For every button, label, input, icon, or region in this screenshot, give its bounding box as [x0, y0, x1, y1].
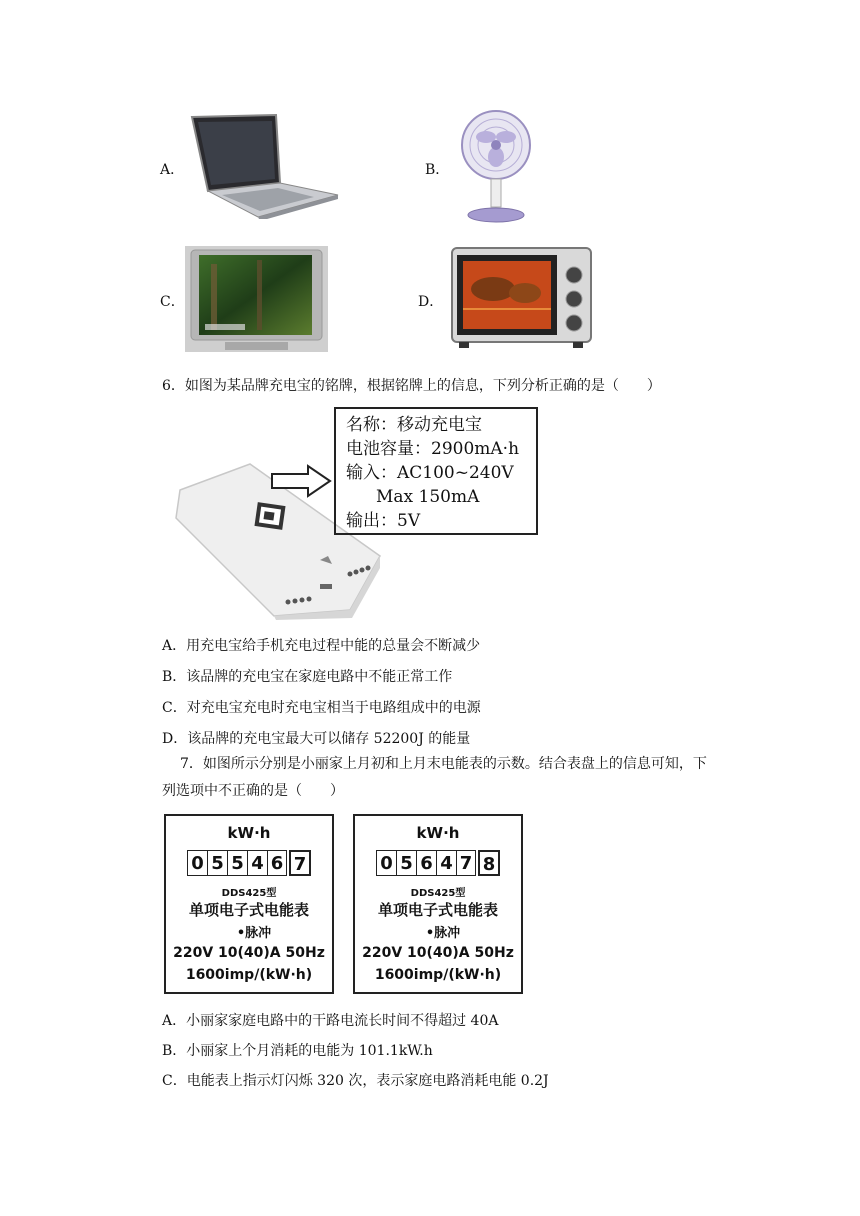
laptop-image: [188, 113, 340, 219]
meter-decimal-digit: 7: [289, 850, 311, 876]
nameplate-line-capacity: 电池容量：2900mA·h: [346, 439, 520, 459]
meter-digit: 0: [187, 850, 207, 876]
meter-imp-constant: 1600imp/(kW·h): [374, 967, 502, 983]
meter-digit: 5: [396, 850, 416, 876]
question-7-option-b: B．小丽家上个月消耗的电能为 101.1kW.h: [162, 1043, 433, 1059]
question-7-option-c: C．电能表上指示灯闪烁 320 次，表示家庭电路消耗电能 0.2J: [162, 1073, 549, 1089]
question-6-option-c: C．对充电宝充电时充电宝相当于电路组成中的电源: [162, 700, 481, 716]
meter-start-of-month: [164, 814, 334, 994]
nameplate: [334, 407, 538, 535]
question-7-option-a: A．小丽家家庭电路中的干路电流长时间不得超过 40A: [162, 1013, 499, 1029]
nameplate-line-name: 名称：移动充电宝: [346, 415, 482, 435]
meter-rating: 220V 10(40)A 50Hz: [173, 945, 325, 961]
meter-digit: 0: [376, 850, 396, 876]
question-6-option-b: B．该品牌的充电宝在家庭电路中不能正常工作: [162, 669, 453, 685]
electric-oven-image: [451, 247, 592, 349]
meter-end-of-month: [353, 814, 523, 994]
meter-digit: 4: [436, 850, 456, 876]
question-6-option-d: D．该品牌的充电宝最大可以储存 52200J 的能量: [162, 731, 471, 747]
meter-digits: [355, 850, 521, 876]
nameplate-line-max: Max 150mA: [376, 487, 480, 507]
question-7-stem-line1: 7．如图所示分别是小丽家上月初和上月末电能表的示数。结合表盘上的信息可知，下: [180, 756, 707, 772]
meter-model: DDS425型: [410, 888, 466, 899]
question-6-option-a: A．用充电宝给手机充电过程中能的总量会不断减少: [162, 638, 481, 654]
meter-decimal-digit: 8: [478, 850, 500, 876]
nameplate-line-input: 输入：AC100~240V: [346, 463, 514, 483]
electric-fan-image: [458, 105, 538, 225]
arrow-icon: [270, 464, 332, 498]
option-a-label: A．: [160, 162, 185, 178]
meter-unit: kW·h: [416, 824, 460, 842]
meter-digit: 4: [247, 850, 267, 876]
meter-model: DDS425型: [221, 888, 277, 899]
meter-digit: 5: [207, 850, 227, 876]
meter-pulse-indicator: •脉冲: [236, 926, 272, 941]
meter-rating: 220V 10(40)A 50Hz: [362, 945, 514, 961]
meter-unit: kW·h: [227, 824, 271, 842]
meter-imp-constant: 1600imp/(kW·h): [185, 967, 313, 983]
question-6-stem: 6．如图为某品牌充电宝的铭牌，根据铭牌上的信息，下列分析正确的是（ ）: [162, 378, 661, 394]
option-d-label: D．: [418, 294, 444, 310]
option-b-label: B．: [425, 162, 450, 178]
nameplate-line-output: 输出：5V: [346, 511, 421, 531]
option-c-label: C．: [160, 294, 185, 310]
meter-digit: 7: [456, 850, 476, 876]
meter-digit: 5: [227, 850, 247, 876]
meter-name: 单项电子式电能表: [377, 901, 498, 919]
meter-name: 单项电子式电能表: [188, 901, 309, 919]
crt-television-image: [185, 246, 328, 352]
meter-pulse-indicator: •脉冲: [425, 926, 461, 941]
question-7-stem-line2: 列选项中不正确的是（ ）: [162, 783, 344, 799]
meter-digit: 6: [416, 850, 436, 876]
meter-digit: 6: [267, 850, 287, 876]
meter-digits: [166, 850, 332, 876]
